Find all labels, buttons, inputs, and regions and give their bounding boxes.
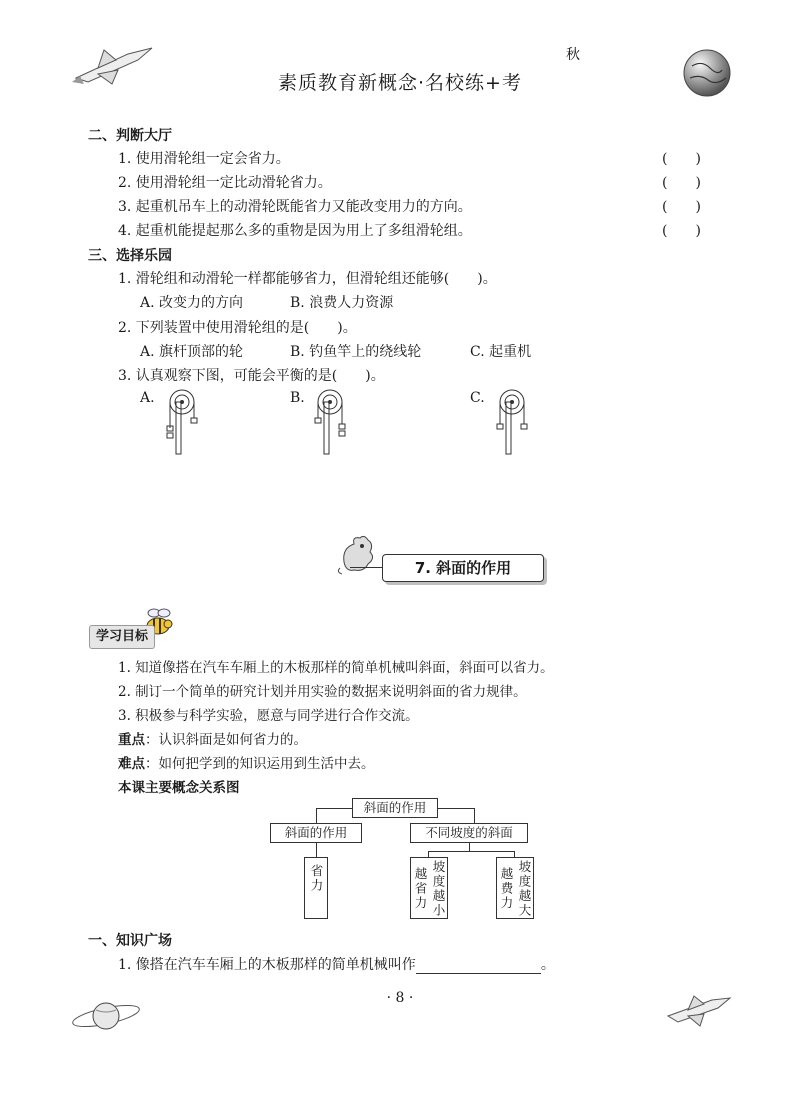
section-choice-title: 三、选择乐园: [88, 248, 172, 264]
pulley-figure-a-label[interactable]: A.: [140, 390, 155, 406]
concept-left-leaf: [304, 857, 328, 919]
connector: [316, 808, 352, 809]
pulley-figure-b: [308, 388, 352, 456]
pulley-figure-b-label[interactable]: B.: [290, 390, 305, 406]
page-number: · 8 ·: [386, 990, 414, 1006]
choice-q2-option-a[interactable]: A. 旗杆顶部的轮: [140, 344, 244, 360]
difficulty-text: ：如何把学到的知识运用到生活中去。: [145, 756, 375, 772]
choice-q1: 1. 滑轮组和动滑轮一样都能够省力，但滑轮组还能够( )。: [118, 271, 497, 287]
judge-item-3: 3. 起重机吊车上的动滑轮既能省力又能改变用力的方向。: [118, 199, 472, 215]
choice-q3: 3. 认真观察下图，可能会平衡的是( )。: [118, 368, 385, 384]
choice-q2-option-c[interactable]: C. 起重机: [470, 344, 532, 360]
connector: [438, 808, 474, 809]
learning-goals-tag: 学习目标: [89, 625, 155, 649]
page-header-title: 素质教育新概念·名校练+考: [278, 72, 522, 94]
pulley-figure-c: [490, 388, 534, 456]
knowledge-q1-text: 1. 像搭在汽车车厢上的木板那样的简单机械叫作: [118, 957, 416, 973]
goal-line-3: 3. 积极参与科学实验，愿意与同学进行合作交流。: [118, 708, 419, 724]
connector: [428, 851, 514, 852]
key-point-text: ：认识斜面是如何省力的。: [145, 732, 307, 748]
pulley-figure-c-label[interactable]: C.: [470, 390, 485, 406]
space-shuttle-icon: [664, 986, 734, 1030]
choice-q1-option-a[interactable]: A. 改变力的方向: [140, 295, 244, 311]
judge-item-4: 4. 起重机能提起那么多的重物是因为用上了多组滑轮组。: [118, 223, 472, 239]
choice-q2-option-b[interactable]: B. 钓鱼竿上的绕线轮: [290, 344, 422, 360]
concept-map-title: 本课主要概念关系图: [118, 780, 240, 796]
connector: [316, 808, 317, 824]
difficulty-point: [118, 752, 375, 772]
concept-right: 不同坡度的斜面: [410, 823, 528, 843]
key-point: [118, 728, 307, 748]
concept-right-leaf-2: [496, 857, 534, 919]
knowledge-q1-blank[interactable]: [416, 959, 541, 974]
choice-q2: 2. 下列装置中使用滑轮组的是( )。: [118, 320, 357, 336]
goal-line-1: 1. 知道像搭在汽车车厢上的木板那样的简单机械叫斜面，斜面可以省力。: [118, 660, 554, 676]
judge-answer-4[interactable]: ( ): [662, 223, 701, 239]
judge-item-2: 2. 使用滑轮组一定比动滑轮省力。: [118, 175, 332, 191]
dragon-mascot-icon: [334, 532, 380, 578]
concept-left: 斜面的作用: [270, 823, 362, 843]
difficulty-label: 难点: [118, 756, 145, 772]
knowledge-q1-end: 。: [540, 957, 555, 973]
pulley-figure-a: [160, 388, 204, 456]
connector: [469, 843, 470, 851]
lesson-title: 7. 斜面的作用: [382, 554, 544, 582]
judge-item-1: 1. 使用滑轮组一定会省力。: [118, 151, 290, 167]
concept-left-leaf-text: 省力: [309, 864, 324, 893]
concept-right-leaf-2-text: 坡度越大越费力: [499, 860, 532, 918]
lesson-banner-line: [350, 567, 382, 568]
season-label: 秋: [566, 47, 580, 63]
goal-line-2: 2. 制订一个简单的研究计划并用实验的数据来说明斜面的省力规律。: [118, 684, 527, 700]
judge-answer-3[interactable]: ( ): [662, 199, 701, 215]
judge-answer-2[interactable]: ( ): [662, 175, 701, 191]
key-point-label: 重点: [118, 732, 145, 748]
choice-q1-option-b[interactable]: B. 浪费人力资源: [290, 295, 394, 311]
section-judge-title: 二、判断大厅: [88, 128, 172, 144]
section-knowledge-title: 一、知识广场: [88, 933, 172, 949]
connector: [316, 843, 317, 857]
planet-icon: [70, 994, 142, 1038]
concept-right-leaf-1: [410, 857, 448, 919]
knowledge-q1: [118, 954, 555, 974]
judge-answer-1[interactable]: ( ): [662, 151, 701, 167]
concept-right-leaf-1-text: 坡度越小越省力: [413, 860, 446, 918]
concept-root: 斜面的作用: [352, 798, 438, 818]
connector: [474, 808, 475, 824]
